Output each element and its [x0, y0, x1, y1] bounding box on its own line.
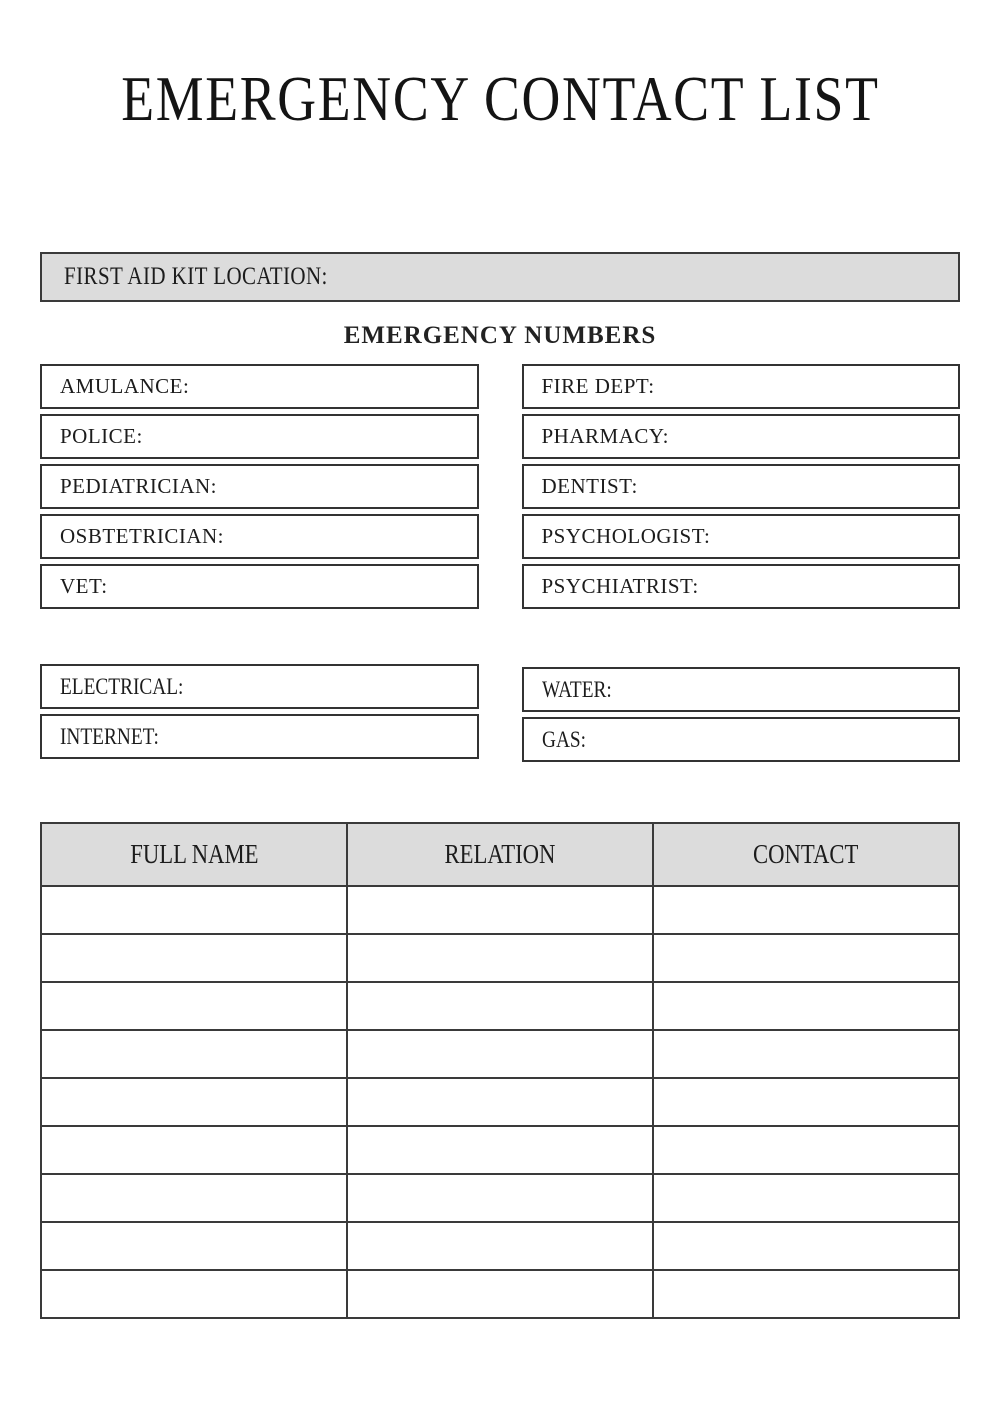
cell-relation[interactable]: [347, 1030, 653, 1078]
cell-full-name[interactable]: [41, 1174, 347, 1222]
emergency-number-field: [522, 514, 961, 559]
utilities-left-column: [40, 664, 479, 762]
emergency-number-label: VET:: [60, 574, 108, 598]
cell-relation[interactable]: [347, 934, 653, 982]
emergency-number-fill-in-area[interactable]: [710, 516, 958, 557]
cell-relation[interactable]: [347, 1126, 653, 1174]
emergency-number-fill-in-area[interactable]: [638, 466, 958, 507]
emergency-number-label: POLICE:: [60, 424, 143, 448]
cell-contact[interactable]: [653, 1270, 959, 1318]
emergency-number-fill-in-area[interactable]: [699, 566, 958, 607]
cell-contact[interactable]: [653, 982, 959, 1030]
emergency-number-fill-in-area[interactable]: [224, 516, 477, 557]
cell-relation[interactable]: [347, 1222, 653, 1270]
table-row: [41, 1222, 959, 1270]
table-row: [41, 1078, 959, 1126]
emergency-number-fill-in-area[interactable]: [655, 366, 958, 407]
utilities-section: [40, 664, 960, 762]
emergency-number-field: [40, 514, 479, 559]
utilities-right-column: [522, 667, 961, 762]
emergency-numbers-heading: EMERGENCY NUMBERS: [343, 322, 657, 349]
cell-relation[interactable]: [347, 1270, 653, 1318]
utility-label: ELECTRICAL:: [60, 673, 184, 699]
emergency-number-label: PEDIATRICIAN:: [60, 474, 217, 498]
cell-full-name[interactable]: [41, 1030, 347, 1078]
cell-full-name[interactable]: [41, 1222, 347, 1270]
utility-field: [522, 717, 961, 762]
cell-full-name[interactable]: [41, 934, 347, 982]
contacts-column-header: [347, 823, 653, 886]
cell-contact[interactable]: [653, 934, 959, 982]
emergency-number-field: [522, 364, 961, 409]
utility-field: [522, 667, 961, 712]
cell-relation[interactable]: [347, 982, 653, 1030]
utility-field: [40, 714, 479, 759]
emergency-numbers-left-column: [40, 364, 479, 609]
cell-full-name[interactable]: [41, 1126, 347, 1174]
utility-fill-in-area[interactable]: [594, 719, 958, 760]
emergency-number-fill-in-area[interactable]: [669, 416, 958, 457]
cell-contact[interactable]: [653, 1030, 959, 1078]
emergency-number-label: OSBTETRICIAN:: [60, 524, 224, 548]
cell-contact[interactable]: [653, 1222, 959, 1270]
cell-contact[interactable]: [653, 1174, 959, 1222]
emergency-numbers-section: [40, 364, 960, 609]
page-title: EMERGENCY CONTACT LIST: [120, 63, 880, 134]
emergency-number-label: AMULANCE:: [60, 374, 190, 398]
first-aid-kit-location-field: [40, 252, 960, 302]
utility-label: INTERNET:: [60, 723, 159, 749]
cell-relation[interactable]: [347, 1078, 653, 1126]
emergency-number-label: FIRE DEPT:: [541, 374, 655, 398]
first-aid-kit-location-label: FIRST AID KIT LOCATION:: [64, 263, 328, 290]
table-row: [41, 1174, 959, 1222]
table-row: [41, 886, 959, 934]
cell-relation[interactable]: [347, 1174, 653, 1222]
contacts-column-header-label: FULL NAME: [129, 839, 259, 869]
emergency-number-field: [522, 414, 961, 459]
emergency-numbers-right-column: [522, 364, 961, 609]
cell-contact[interactable]: [653, 886, 959, 934]
emergency-number-field: [40, 564, 479, 609]
utility-field: [40, 664, 479, 709]
table-row: [41, 982, 959, 1030]
utility-label: GAS:: [541, 726, 586, 752]
cell-full-name[interactable]: [41, 1270, 347, 1318]
emergency-number-field: [40, 414, 479, 459]
emergency-number-fill-in-area[interactable]: [143, 416, 477, 457]
first-aid-kit-location-fill-in-area[interactable]: [378, 254, 958, 300]
contacts-column-header: [41, 823, 347, 886]
table-row: [41, 1126, 959, 1174]
table-row: [41, 1030, 959, 1078]
table-row: [41, 1270, 959, 1318]
contacts-column-header-label: RELATION: [444, 839, 556, 869]
emergency-number-label: PHARMACY:: [541, 424, 669, 448]
utility-fill-in-area[interactable]: [178, 716, 477, 757]
emergency-number-label: PSYCHOLOGIST:: [541, 524, 711, 548]
contacts-table-body: [41, 886, 959, 1318]
contacts-column-header: [653, 823, 959, 886]
cell-full-name[interactable]: [41, 1078, 347, 1126]
emergency-number-field: [522, 564, 961, 609]
table-row: [41, 934, 959, 982]
emergency-number-field: [40, 364, 479, 409]
emergency-number-fill-in-area[interactable]: [108, 566, 477, 607]
contacts-table: [40, 822, 960, 1319]
emergency-number-fill-in-area[interactable]: [217, 466, 477, 507]
emergency-number-field: [40, 464, 479, 509]
cell-contact[interactable]: [653, 1078, 959, 1126]
emergency-number-field: [522, 464, 961, 509]
contacts-column-header-label: CONTACT: [753, 839, 859, 869]
cell-full-name[interactable]: [41, 886, 347, 934]
cell-contact[interactable]: [653, 1126, 959, 1174]
utility-fill-in-area[interactable]: [207, 666, 477, 707]
emergency-number-fill-in-area[interactable]: [189, 366, 476, 407]
cell-full-name[interactable]: [41, 982, 347, 1030]
emergency-number-label: PSYCHIATRIST:: [541, 574, 699, 598]
contacts-table-header-row: [41, 823, 959, 886]
emergency-number-label: DENTIST:: [541, 474, 638, 498]
utility-label: WATER:: [541, 676, 612, 702]
cell-relation[interactable]: [347, 886, 653, 934]
utility-fill-in-area[interactable]: [625, 669, 958, 710]
